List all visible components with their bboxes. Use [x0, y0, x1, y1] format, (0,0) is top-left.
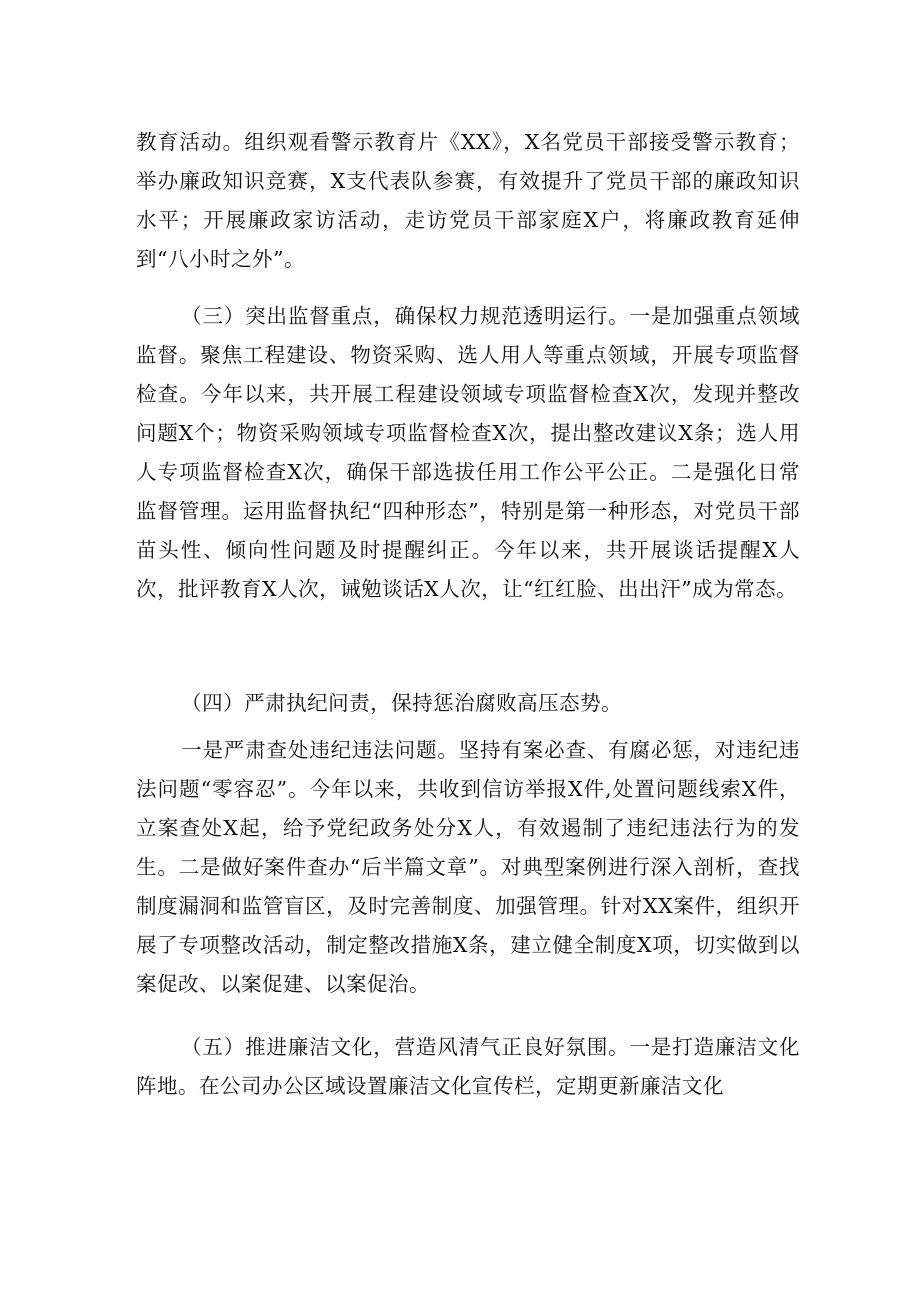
- paragraph-text: 教育活动。组织观看警示教育片《XX》，X名党员干部接受警示教育；举办廉政知识竞赛，X支代表队参赛，有效提升了党员干部的廉政知识水平；开展廉政家访活动，走访党员干部家庭X户，将廉政教育延伸到“八小时之外”。: [136, 130, 800, 271]
- paragraph-integrity-culture: [136, 1028, 800, 1106]
- paragraph-text: （三）突出监督重点，确保权力规范透明运行。一是加强重点领域监督。聚焦工程建设、物资采购、选人用人等重点领域，开展专项监督检查。今年以来，共开展工程建设领域专项监督检查X次，发现并整改问题X个；物资采购领域专项监督检查X次，提出整改建议X条；选人用人专项监督检查X次，确保干部选拔任用工作公平公正。二是强化日常监督管理。运用监督执纪“四种形态”，特别是第一种形态，对党员干部苗头性、倾向性问题及时提醒纠正。今年以来，共开展谈话提醒X人次，批评教育X人次，诫勉谈话X人次，让“红红脸、出出汗”成为常态。: [136, 304, 800, 601]
- paragraph-education-activities: [136, 123, 800, 279]
- section-heading-discipline: [136, 684, 800, 723]
- paragraph-text: （五）推进廉洁文化，营造风清气正良好氛围。一是打造廉洁文化阵地。在公司办公区域设置廉洁文化宣传栏，定期更新廉洁文化: [136, 1035, 800, 1098]
- paragraph-text: 一是严肃查处违纪违法问题。坚持有案必查、有腐必惩，对违纪违法问题“零容忍”。今年以来，共收到信访举报X件,处置问题线索X件，立案查处X起，给予党纪政务处分X人，有效遏制了违纪违法行为的发生。二是做好案件查办“后半篇文章”。对典型案例进行深入剖析，查找制度漏洞和监管盲区，及时完善制度、加强管理。针对XX案件，组织开展了专项整改活动，制定整改措施X条，建立健全制度X项，切实做到以案促改、以案促建、以案促治。: [136, 738, 800, 996]
- paragraph-supervision-focus: [136, 297, 800, 609]
- paragraph-discipline-enforcement: [136, 731, 800, 1004]
- heading-text: （四）严肃执纪问责，保持惩治腐败高压态势。: [181, 691, 623, 715]
